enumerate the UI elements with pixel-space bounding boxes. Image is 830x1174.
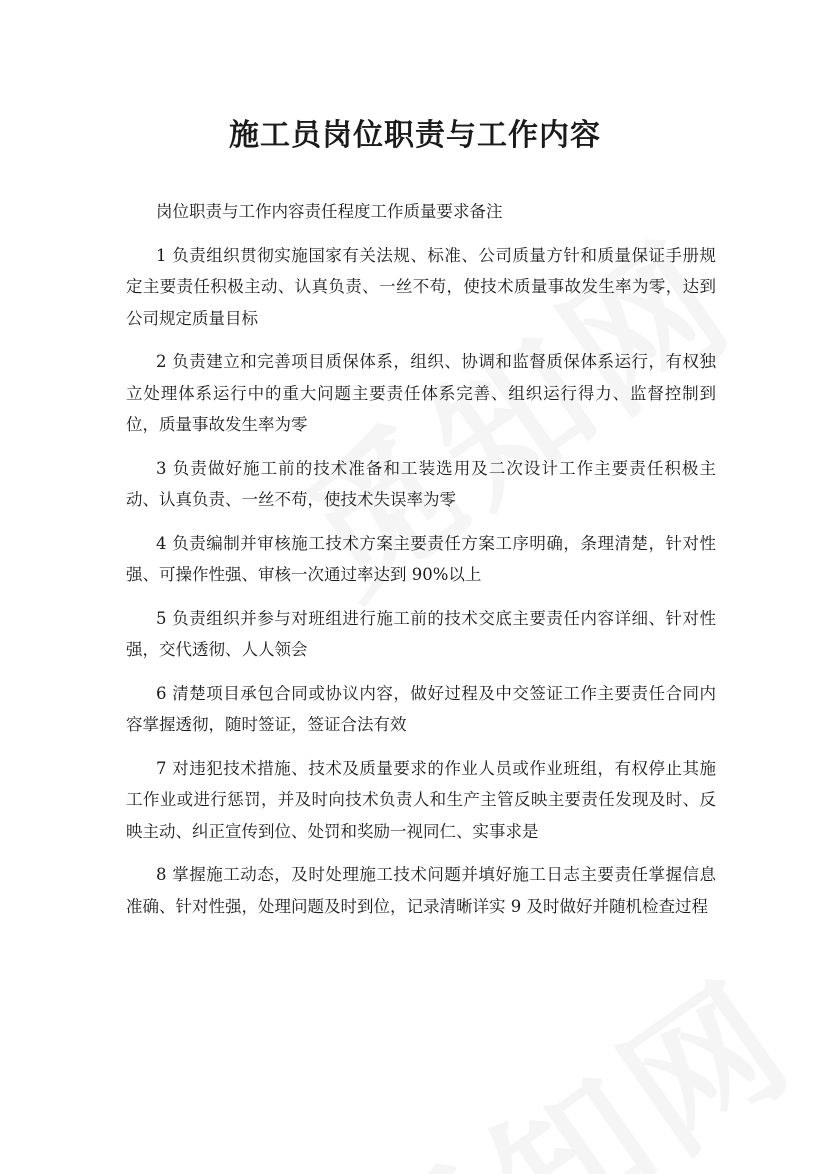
- paragraph-item-1: 1 负责组织贯彻实施国家有关法规、标准、公司质量方针和质量保证手册规定主要责任积极主动、认真负责、一丝不苟，使技术质量事故发生率为零，达到公司规定质量目标: [126, 245, 716, 328]
- document-body: [126, 196, 716, 934]
- paragraph-item-2: 2 负责建立和完善项目质保体系，组织、协调和监督质保体系运行，有权独立处理体系运行中的重大问题主要责任体系完善、组织运行得力、监督控制到位，质量事故发生率为零: [126, 352, 716, 434]
- watermark-text: [311, 922, 828, 1174]
- paragraph-item-6: 6 清楚项目承包合同或协议内容，做好过程及中交签证工作主要责任合同内容掌握透彻，随时签证，签证合法有效: [126, 683, 716, 734]
- paragraph-item-4: 4 负责编制并审核施工技术方案主要责任方案工序明确，条理清楚，针对性强、可操作性强、审核一次通过率达到 90%以上: [126, 533, 716, 584]
- paragraph-item-8: 8 掌握施工动态，及时处理施工技术问题并填好施工日志主要责任掌握信息准确、针对性强，处理问题及时到位，记录清晰详实 9 及时做好并随机检查过程: [126, 865, 716, 916]
- paragraph-header: 岗位职责与工作内容责任程度工作质量要求备注: [156, 202, 503, 221]
- paragraph-item-3: 3 负责做好施工前的技术准备和工装选用及二次设计工作主要责任积极主动、认真负责、一丝不苟，使技术失误率为零: [126, 458, 716, 509]
- page-title: 施工员岗位职责与工作内容: [229, 118, 601, 153]
- paragraph-item-7: 7 对违犯技术措施、技术及质量要求的作业人员或作业班组，有权停止其施工作业或进行惩罚，并及时向技术负责人和生产主管反映主要责任发现及时、反映主动、纠正宣传到位、处罚和奖励一视同仁、实事求是: [126, 758, 716, 841]
- paragraph-item-5: 5 负责组织并参与对班组进行施工前的技术交底主要责任内容详细、针对性强，交代透彻、人人领会: [126, 608, 716, 659]
